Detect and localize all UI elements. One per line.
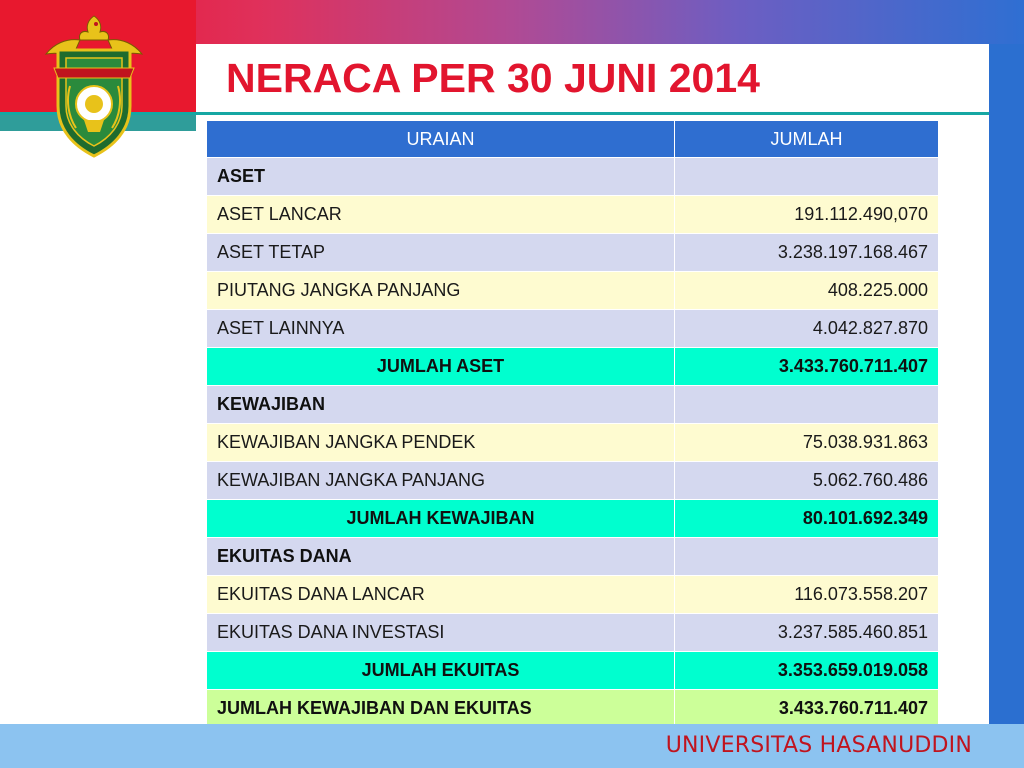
row-label: KEWAJIBAN JANGKA PANJANG	[207, 462, 675, 500]
row-label: JUMLAH KEWAJIBAN	[207, 500, 675, 538]
table-row	[207, 234, 939, 272]
column-header-jumlah: JUMLAH	[675, 121, 939, 158]
right-blue-strip	[989, 44, 1024, 724]
row-label: ASET TETAP	[207, 234, 675, 272]
section-row-ekuitas-dana	[207, 538, 939, 576]
row-value: 5.062.760.486	[675, 462, 939, 500]
row-label: ASET	[207, 158, 675, 196]
table-row	[207, 576, 939, 614]
row-value	[675, 386, 939, 424]
row-value: 408.225.000	[675, 272, 939, 310]
balance-sheet-table	[206, 120, 939, 728]
row-value: 191.112.490,070	[675, 196, 939, 234]
row-label: PIUTANG JANGKA PANJANG	[207, 272, 675, 310]
table-row	[207, 424, 939, 462]
row-value: 80.101.692.349	[675, 500, 939, 538]
total-row-aset	[207, 348, 939, 386]
row-label: JUMLAH EKUITAS	[207, 652, 675, 690]
row-value: 75.038.931.863	[675, 424, 939, 462]
row-label: JUMLAH ASET	[207, 348, 675, 386]
total-row-ekuitas	[207, 652, 939, 690]
row-label: KEWAJIBAN	[207, 386, 675, 424]
table-row	[207, 272, 939, 310]
row-value: 116.073.558.207	[675, 576, 939, 614]
row-value: 3.238.197.168.467	[675, 234, 939, 272]
section-row-aset	[207, 158, 939, 196]
row-value: 4.042.827.870	[675, 310, 939, 348]
row-label: KEWAJIBAN JANGKA PENDEK	[207, 424, 675, 462]
footer-university-name: UNIVERSITAS HASANUDDIN	[665, 733, 972, 758]
row-label: EKUITAS DANA LANCAR	[207, 576, 675, 614]
total-row-kewajiban	[207, 500, 939, 538]
row-value	[675, 538, 939, 576]
table-row	[207, 462, 939, 500]
column-header-uraian: URAIAN	[207, 121, 675, 158]
table-row	[207, 196, 939, 234]
row-value: 3.353.659.019.058	[675, 652, 939, 690]
row-value: 3.433.760.711.407	[675, 348, 939, 386]
grand-total-row	[207, 690, 939, 728]
row-value: 3.237.585.460.851	[675, 614, 939, 652]
page-title: NERACA PER 30 JUNI 2014	[226, 55, 760, 101]
row-label: JUMLAH KEWAJIBAN DAN EKUITAS	[207, 690, 675, 728]
section-row-kewajiban	[207, 386, 939, 424]
row-label: ASET LANCAR	[207, 196, 675, 234]
table-row	[207, 310, 939, 348]
table-row	[207, 614, 939, 652]
row-value: 3.433.760.711.407	[675, 690, 939, 728]
university-crest-logo	[36, 10, 152, 160]
row-label: EKUITAS DANA INVESTASI	[207, 614, 675, 652]
table-header-row	[207, 121, 939, 158]
row-value	[675, 158, 939, 196]
row-label: EKUITAS DANA	[207, 538, 675, 576]
row-label: ASET LAINNYA	[207, 310, 675, 348]
